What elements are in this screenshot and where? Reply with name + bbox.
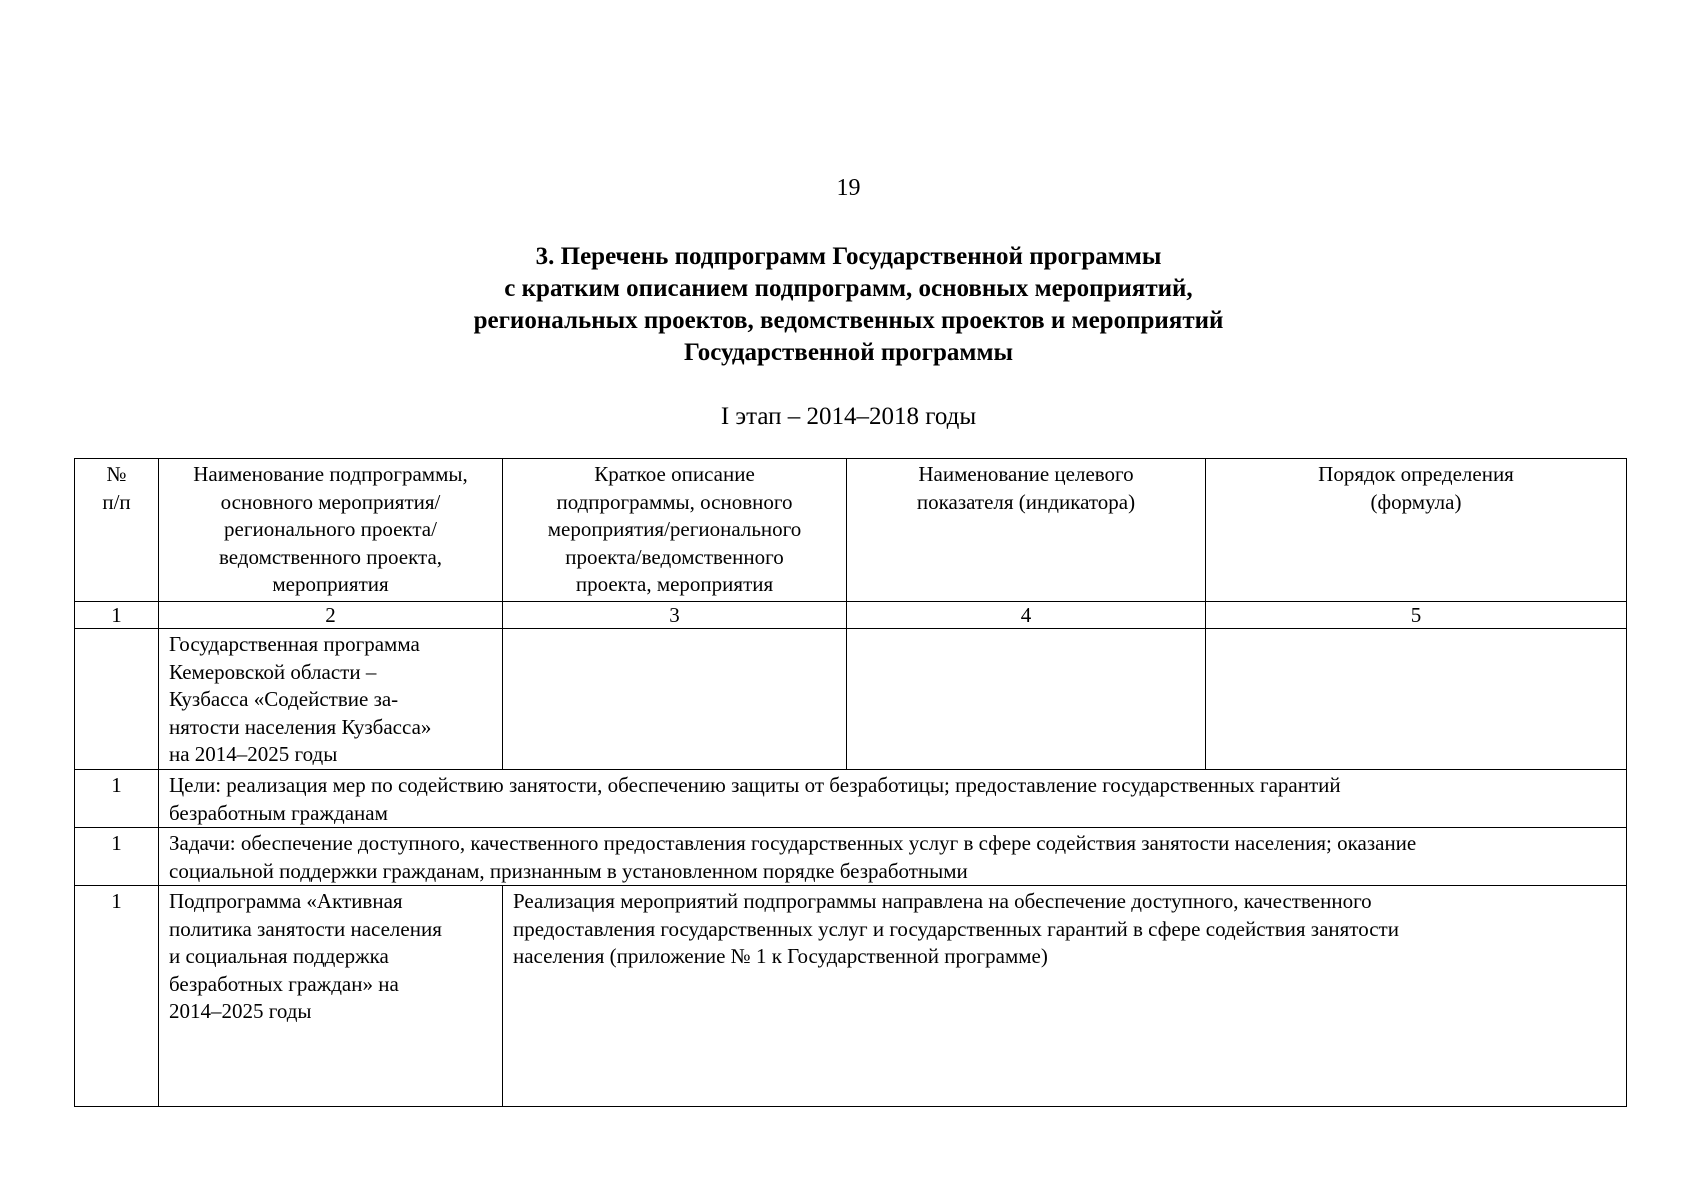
- table-row-subprogram: [75, 886, 1627, 1107]
- header-text: Наименование целевого: [918, 462, 1134, 486]
- row-number: 1: [75, 770, 159, 828]
- column-number: 3: [503, 602, 847, 629]
- header-text: №: [106, 462, 127, 486]
- header-text: п/п: [102, 489, 131, 514]
- stage-heading: I этап – 2014–2018 годы: [720, 403, 977, 430]
- header-text: основного мероприятия/: [220, 489, 441, 514]
- header-text: мероприятия: [272, 572, 389, 596]
- header-cell-number: [75, 459, 159, 602]
- cell-text: на 2014–2025 годы: [169, 742, 338, 766]
- column-number: 4: [847, 602, 1206, 629]
- header-text: Порядок определения: [1318, 462, 1514, 486]
- column-number: 1: [75, 602, 159, 629]
- table-row-program: [75, 629, 1627, 770]
- header-text: ведомственного проекта,: [218, 544, 443, 569]
- cell-text: безработным гражданам: [169, 800, 388, 825]
- header-cell-description: [503, 459, 847, 602]
- table-row-goals: [75, 770, 1627, 828]
- table-header-row: [75, 459, 1627, 602]
- table-row-tasks: [75, 828, 1627, 886]
- title-line: с кратким описанием подпрограмм, основных мероприятий,: [504, 275, 1193, 302]
- empty-cell: [1206, 629, 1627, 770]
- empty-cell: [503, 629, 847, 770]
- column-number: 2: [159, 602, 503, 629]
- cell-text: нятости населения Кузбасса»: [169, 714, 432, 739]
- cell-text: политика занятости населения: [169, 916, 442, 941]
- title-line: Государственной программы: [683, 339, 1014, 366]
- tasks-cell: [159, 828, 1627, 886]
- cell-text: Кемеровской области –: [169, 659, 377, 684]
- cell-text: и социальная поддержка: [169, 944, 389, 968]
- cell-text: Кузбасса «Содействие за-: [169, 687, 399, 711]
- cell-text: безработных граждан» на: [169, 971, 399, 996]
- header-text: Наименование подпрограммы,: [193, 462, 468, 486]
- header-text: мероприятия/регионального: [547, 517, 802, 541]
- goals-cell: [159, 770, 1627, 828]
- title-line: региональных проектов, ведомственных проектов и мероприятий: [473, 307, 1224, 334]
- cell-text: предоставления государственных услуг и государственных гарантий в сфере содействия занятости: [513, 916, 1399, 941]
- header-text: проекта/ведомственного: [565, 544, 784, 569]
- header-text: Краткое описание: [594, 462, 755, 486]
- cell-text: Цели: реализация мер по содействию занятости, обеспечению защиты от безработицы; предоставление государственных гарантий: [169, 773, 1341, 797]
- page-number: 19: [836, 175, 861, 201]
- cell-text: Подпрограмма «Активная: [169, 889, 403, 913]
- program-name-cell: [159, 629, 503, 770]
- header-cell-indicator: [847, 459, 1206, 602]
- row-number: 1: [75, 886, 159, 1107]
- cell-text: Задачи: обеспечение доступного, качественного предоставления государственных услуг в сфере содействия занятости населения; оказание: [169, 831, 1417, 855]
- column-number-row: [75, 602, 1627, 629]
- subprogram-description-cell: [503, 886, 1627, 1107]
- row-number: [75, 629, 159, 770]
- subprogram-name-cell: [159, 886, 503, 1107]
- subprograms-table: [74, 458, 1627, 1107]
- header-text: показателя (индикатора): [916, 489, 1136, 514]
- title-line: 3. Перечень подпрограмм Государственной программы: [535, 243, 1162, 270]
- header-text: проекта, мероприятия: [575, 572, 774, 596]
- column-number: 5: [1206, 602, 1627, 629]
- cell-text: Реализация мероприятий подпрограммы направлена на обеспечение доступного, качественного: [513, 889, 1372, 913]
- header-text: регионального проекта/: [224, 517, 437, 541]
- document-title: [0, 241, 1697, 369]
- cell-text: Государственная программа: [169, 632, 420, 656]
- empty-cell: [847, 629, 1206, 770]
- header-text: подпрограммы, основного: [556, 489, 793, 514]
- row-number: 1: [75, 828, 159, 886]
- header-cell-formula: [1206, 459, 1627, 602]
- header-cell-name: [159, 459, 503, 602]
- cell-text: населения (приложение № 1 к Государственной программе): [513, 944, 1048, 968]
- cell-text: социальной поддержки гражданам, признанным в установленном порядке безработными: [169, 858, 968, 883]
- header-text: (формула): [1370, 489, 1462, 514]
- cell-text: 2014–2025 годы: [169, 999, 312, 1023]
